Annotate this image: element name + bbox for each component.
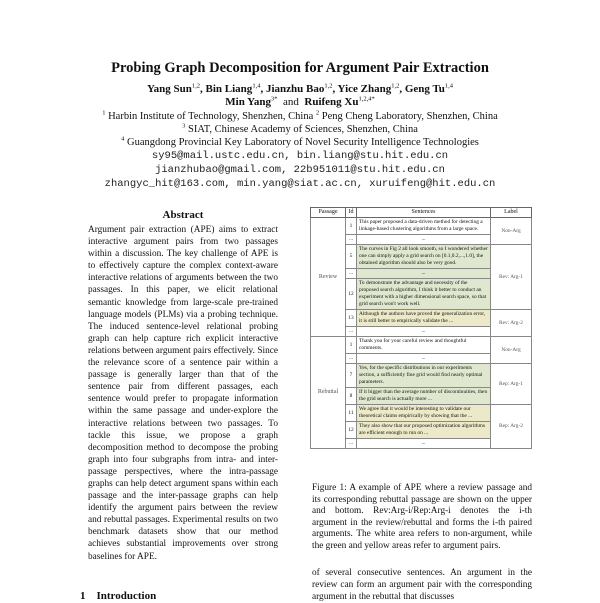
affiliation-line-1 bbox=[0, 110, 600, 123]
author-name: Bin Liang bbox=[205, 83, 253, 95]
table-header-row bbox=[311, 208, 532, 218]
sentence-id: 5 bbox=[346, 245, 357, 269]
sentence-text: They also show that our proposed optimization algorithms are efficient enough to run on ... bbox=[357, 422, 491, 439]
author-line-1: Yang Sun$^{1,2}$, Bin Liang$^{1,4}$, Jianzhu Bao$^{1,2}$, Yice Zhang$^{1,2}$, Geng Tu$^{1,4}$ bbox=[146, 82, 454, 95]
sentence-id: 7 bbox=[346, 364, 357, 388]
author-name: Jianzhu Bao bbox=[265, 83, 325, 95]
sentence-id: 1 bbox=[346, 337, 357, 354]
header-id: Id bbox=[346, 208, 357, 218]
sentence-id: ... bbox=[346, 439, 357, 449]
table-row bbox=[311, 337, 532, 354]
section-number: 1 bbox=[80, 590, 86, 602]
section-heading bbox=[80, 590, 156, 602]
label-cell: Rep: Arg-2 bbox=[491, 405, 532, 449]
sentence-text: We agree that it would be interesting to validate our theoretical claims empirically by showing that the ... bbox=[357, 405, 491, 422]
author-name: Yang Sun bbox=[146, 83, 192, 95]
author-sup: 3* bbox=[271, 95, 278, 103]
sentence-text: Thank you for your careful review and thoughtful comments. bbox=[357, 337, 491, 354]
author-name: Min Yang bbox=[225, 96, 271, 108]
body-text: of several consecutive sentences. An argument in the review can form an argument pair with the corresponding argument in the rebuttal that discusses bbox=[312, 568, 532, 602]
argument-table bbox=[310, 207, 532, 449]
affiliation-1: Harbin Institute of Technology, Shenzhen, China bbox=[108, 111, 314, 122]
sentence-text: ... bbox=[357, 235, 491, 245]
sentence-text: ... bbox=[357, 439, 491, 449]
author-name: Geng Tu bbox=[404, 83, 445, 95]
sentence-text: This paper proposed a data-driven method for detecting a linkage-based clustering algorithms from a large space. bbox=[357, 218, 491, 235]
sentence-id: 11 bbox=[346, 405, 357, 422]
affiliation-4: Guangdong Provincial Key Laboratory of Novel Security Intelligence Technologies bbox=[126, 137, 479, 148]
affil-sup-4: 4 bbox=[121, 135, 125, 143]
label-cell: Rep: Arg-1 bbox=[491, 364, 532, 405]
sentence-id: ... bbox=[346, 354, 357, 364]
author-name: Ruifeng Xu bbox=[304, 96, 359, 108]
sentence-text: Although the authors have proved the generalization error, it is still better to empirically validate the ... bbox=[357, 310, 491, 327]
author-sup: 1,2 bbox=[324, 82, 333, 90]
sentence-text: The curves in Fig 2 all look smooth, so I wondered whether one can simply apply a grid search on [0.1,0.2,...,1.0], the obtained algorithm should also be very good. bbox=[357, 245, 491, 269]
author-line-2 bbox=[0, 95, 600, 109]
abstract-heading: Abstract bbox=[162, 209, 204, 221]
affiliation-2: Peng Cheng Laboratory, Shenzhen, China bbox=[321, 111, 498, 122]
author-sup: 1,4 bbox=[444, 82, 454, 90]
header-label: Label bbox=[491, 208, 532, 218]
sentence-text: If it bigger than the average number of discontinuities, then the grid search is actually more ... bbox=[357, 388, 491, 405]
affil-sup-1: 1 bbox=[102, 109, 106, 117]
sentence-id: 13 bbox=[346, 310, 357, 327]
sentence-text: ... bbox=[357, 327, 491, 337]
author-and: and bbox=[277, 96, 305, 108]
sentence-id: 1 bbox=[346, 218, 357, 235]
email-line-3[interactable]: zhangyc_hit@163.com, min.yang@siat.ac.cn, xuruifeng@hit.edu.cn bbox=[104, 178, 496, 190]
sentence-id: 12 bbox=[346, 279, 357, 310]
header-sentences: Sentences bbox=[357, 208, 491, 218]
paper-title: Probing Graph Decomposition for Argument Pair Extraction bbox=[111, 60, 489, 76]
sentence-text: To demonstrate the advantage and necessity of the proposed search algorithm, I think it better to conduct an experiment with a higher dimensional search space, so that grid search won't work well. bbox=[357, 279, 491, 310]
sentence-id: 8 bbox=[346, 388, 357, 405]
sentence-id: 12 bbox=[346, 422, 357, 439]
affiliation-line-2 bbox=[0, 123, 600, 136]
section-title: Introduction bbox=[96, 590, 157, 602]
author-sup: 1,2,4* bbox=[358, 95, 375, 103]
affiliation-line-3 bbox=[0, 136, 600, 149]
sentence-text: ... bbox=[357, 269, 491, 279]
sentence-text: ... bbox=[357, 354, 491, 364]
figure-caption: Figure 1: A example of APE where a review passage and its corresponding rebuttal passage are shown on the upper and bottom. Rev:Arg-i/Rep:Arg-i denotes the i-th argument in the review/rebuttal and forms the i-th paired arguments. The white area refers to non-argument, while the green and yellow areas refer to argument pairs. bbox=[312, 483, 532, 551]
author-sup: 1,4 bbox=[252, 82, 261, 90]
affiliation-3: SIAT, Chinese Academy of Sciences, Shenzhen, China bbox=[187, 124, 418, 135]
figure-1-table bbox=[310, 207, 532, 449]
abstract-text: Argument pair extraction (APE) aims to extract interactive argument pairs from two passages within a discussion. The key challenge of APE is to effectively capture the complex context-aware interactive relations of arguments between the two passages. In this paper, we elicit relational semantic knowledge from large-scale pre-trained language models (PLMs) via a probing technique. The induced sentence-level relational probing graph can help capture rich explicit interactive relations between argument pairs effectively. Since the relevance score of a sentence pair within a passage is generally larger than that of the sentence pair from different passages, each sentence would prefer to propagate information within the same passage and under-explore the interactive relations between two passages. To tackle this issue, we propose a graph decomposition method to decompose the probing graph into four subgraphs from intra- and inter-passage perspectives, where the intra-passage graphs can help detect argument spans within each passage and the inter-passage graphs can help identify the argument pairs between the review and rebuttal passages. Experimental results on two benchmark datasets show that our method achieves substantial improvements over strong baselines for APE. bbox=[88, 225, 278, 562]
sentence-text: Yes, for the specific distributions in our experiments section, a sufficiently fine grid would find nearly optimal parameters. bbox=[357, 364, 491, 388]
author-sup: 1,2 bbox=[391, 82, 400, 90]
sentence-id: ... bbox=[346, 327, 357, 337]
sentence-id: ... bbox=[346, 269, 357, 279]
table-row bbox=[311, 218, 532, 235]
label-cell: Non-Arg bbox=[491, 337, 532, 364]
header-passage: Passage bbox=[311, 208, 346, 218]
label-cell: Rev: Arg-2 bbox=[491, 310, 532, 337]
label-cell: Non-Arg bbox=[491, 218, 532, 245]
affil-sup-3: 3 bbox=[182, 122, 186, 130]
sentence-id: ... bbox=[346, 235, 357, 245]
author-name: Yice Zhang bbox=[337, 83, 392, 95]
passage-cell: Review bbox=[311, 218, 346, 337]
affil-sup-2: 2 bbox=[315, 109, 320, 117]
passage-cell: Rebuttal bbox=[311, 337, 346, 449]
email-line-1[interactable]: sy95@mail.ustc.edu.cn, bin.liang@stu.hit.edu.cn bbox=[151, 150, 449, 162]
email-line-2[interactable]: jianzhubao@gmail.com, 22b951011@stu.hit.edu.cn bbox=[155, 164, 445, 176]
label-cell: Rev: Arg-1 bbox=[491, 245, 532, 310]
author-sup: 1,2 bbox=[191, 82, 201, 90]
